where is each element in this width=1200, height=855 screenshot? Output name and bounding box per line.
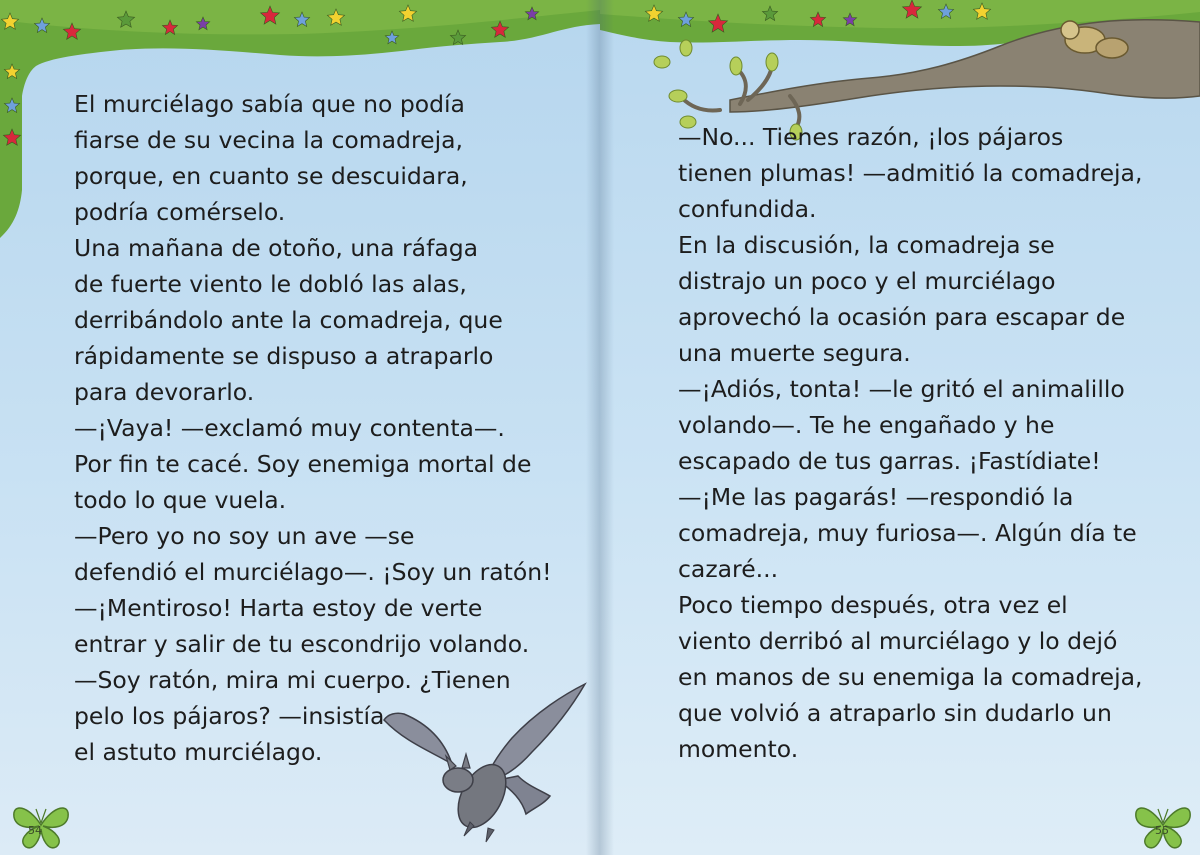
text-line: podría comérselo. bbox=[74, 198, 286, 226]
text-line: Una mañana de otoño, una ráfaga bbox=[74, 234, 479, 262]
text-line: de fuerte viento le dobló las alas, bbox=[74, 270, 467, 298]
text-line: confundida. bbox=[678, 195, 817, 223]
page-number: 55 bbox=[1155, 824, 1169, 837]
book-gutter-shadow bbox=[586, 0, 600, 855]
text-line: tienen plumas! —admitió la comadreja, bbox=[678, 159, 1143, 187]
text-line: porque, en cuanto se descuidara, bbox=[74, 162, 468, 190]
text-line: —¡Mentiroso! Harta estoy de verte bbox=[74, 594, 483, 622]
text-line: entrar y salir de tu escondrijo volando. bbox=[74, 630, 530, 658]
text-line: En la discusión, la comadreja se bbox=[678, 231, 1055, 259]
text-line: defendió el murciélago—. ¡Soy un ratón! bbox=[74, 558, 552, 586]
book-gutter-shadow bbox=[600, 0, 614, 855]
text-line: cazaré... bbox=[678, 555, 779, 583]
text-line: pelo los pájaros? —insistía bbox=[74, 702, 385, 730]
text-line: volando—. Te he engañado y he bbox=[678, 411, 1055, 439]
text-line: —Soy ratón, mira mi cuerpo. ¿Tienen bbox=[74, 666, 511, 694]
text-line: fiarse de su vecina la comadreja, bbox=[74, 126, 463, 154]
text-line: —Pero yo no soy un ave —se bbox=[74, 522, 415, 550]
text-line: —¡Vaya! —exclamó muy contenta—. bbox=[74, 414, 505, 442]
left-page-text bbox=[74, 86, 552, 770]
text-line: distrajo un poco y el murciélago bbox=[678, 267, 1056, 295]
text-line: viento derribó al murciélago y lo dejó bbox=[678, 627, 1118, 655]
right-page bbox=[600, 0, 1200, 855]
text-line: para devorarlo. bbox=[74, 378, 255, 406]
text-line: que volvió a atraparlo sin dudarlo un bbox=[678, 699, 1112, 727]
text-line: —¡Adiós, tonta! —le gritó el animalillo bbox=[678, 375, 1125, 403]
text-line: comadreja, muy furiosa—. Algún día te bbox=[678, 519, 1137, 547]
text-line: aprovechó la ocasión para escapar de bbox=[678, 303, 1126, 331]
text-line: momento. bbox=[678, 735, 799, 763]
right-page-text bbox=[678, 119, 1142, 767]
text-line: derribándolo ante la comadreja, que bbox=[74, 306, 503, 334]
text-line: todo lo que vuela. bbox=[74, 486, 287, 514]
text-line: en manos de su enemiga la comadreja, bbox=[678, 663, 1143, 691]
text-line: el astuto murciélago. bbox=[74, 738, 323, 766]
page-number: 54 bbox=[28, 824, 42, 837]
text-line: Poco tiempo después, otra vez el bbox=[678, 591, 1068, 619]
text-line: El murciélago sabía que no podía bbox=[74, 90, 465, 118]
text-line: —¡Me las pagarás! —respondió la bbox=[678, 483, 1074, 511]
text-line: —No... Tienes razón, ¡los pájaros bbox=[678, 123, 1064, 151]
text-line: escapado de tus garras. ¡Fastídiate! bbox=[678, 447, 1101, 475]
text-line: Por fin te cacé. Soy enemiga mortal de bbox=[74, 450, 532, 478]
text-line: rápidamente se dispuso a atraparlo bbox=[74, 342, 494, 370]
text-line: una muerte segura. bbox=[678, 339, 911, 367]
